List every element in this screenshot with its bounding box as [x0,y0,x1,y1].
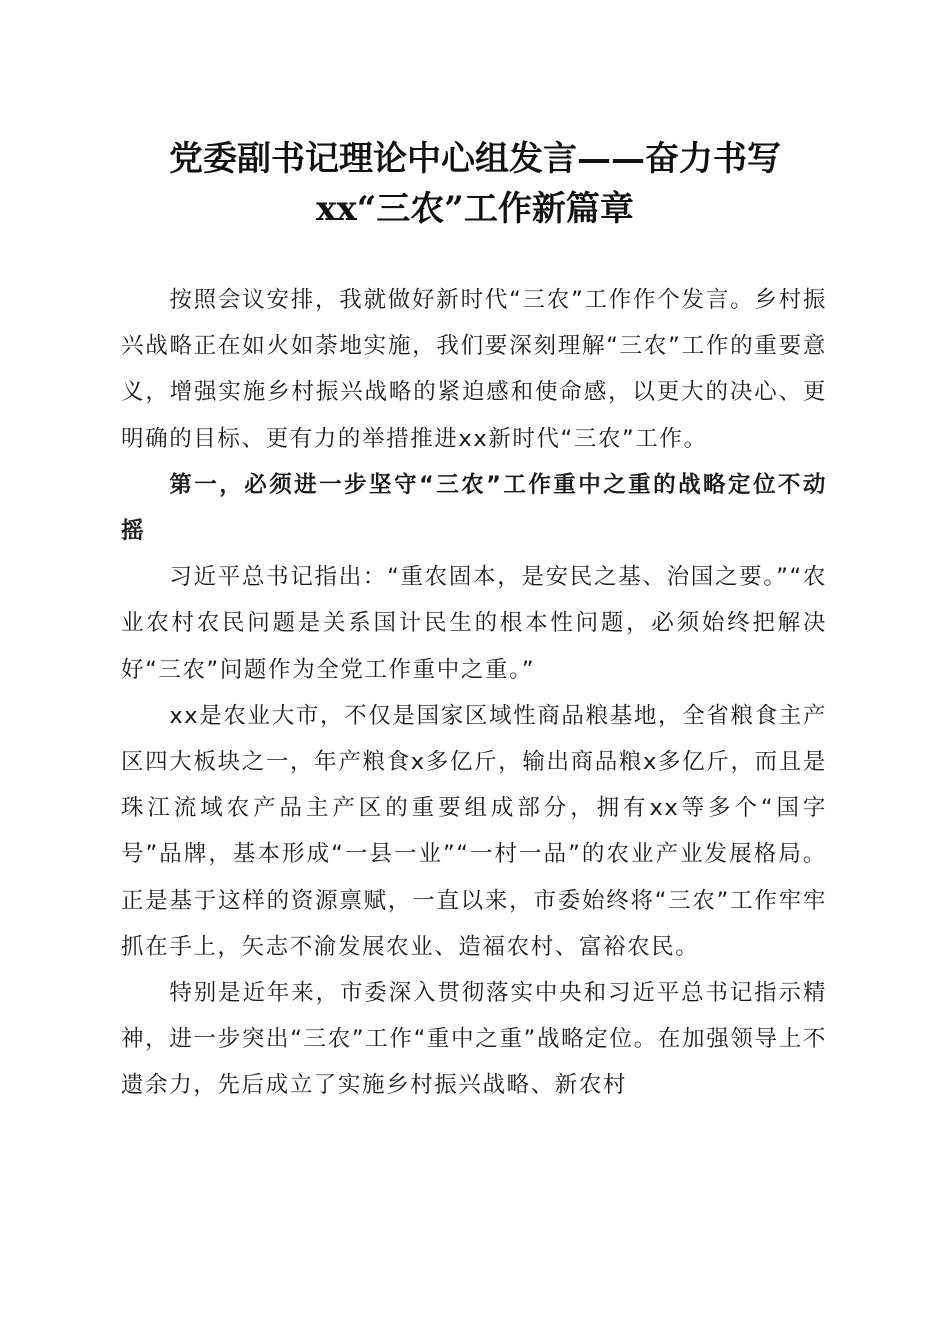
section-heading-1: 第一，必须进一步坚守“三农”工作重中之重的战略定位不动摇 [121,471,827,545]
paragraph-recent-years: 特别是近年来，市委深入贯彻落实中央和习近平总书记指示精神，进一步突出“三农”工作“重中之重”战略定位。在加强领导上不遗余力，先后成立了实施乡村振兴战略、新农村 [121,980,827,1099]
document-title-line-2: xx“三农”工作新篇章 [316,189,634,229]
document-title-line-1: 党委副书记理论中心组发言——奋力书写 [169,139,781,179]
paragraph-quote: 习近平总书记指出：“重农固本，是安民之基、治国之要。”“农业农村农民问题是关系国计民生的根本性问题，必须始终把解决好“三农”问题作为全党工作重中之重。” [121,564,827,683]
document-body [121,277,827,1109]
paragraph-agriculture-city: xx是农业大市，不仅是国家区域性商品粮基地，全省粮食主产区四大板块之一，年产粮食x多亿斤，输出商品粮x多亿斤，而且是珠江流域农产品主产区的重要组成部分，拥有xx等多个“国字号”品牌，基本形成“一县一业”“一村一品”的农业产业发展格局。正是基于这样的资源禀赋，一直以来，市委始终将“三农”工作牢牢抓在手上，矢志不渝发展农业、造福农村、富裕农民。 [121,702,827,960]
paragraph-intro: 按照会议安排，我就做好新时代“三农”工作作个发言。乡村振兴战略正在如火如荼地实施，我们要深刻理解“三农”工作的重要意义，增强实施乡村振兴战略的紧迫感和使命感，以更大的决心、更明确的目标、更有力的举措推进xx新时代“三农”工作。 [121,287,827,452]
